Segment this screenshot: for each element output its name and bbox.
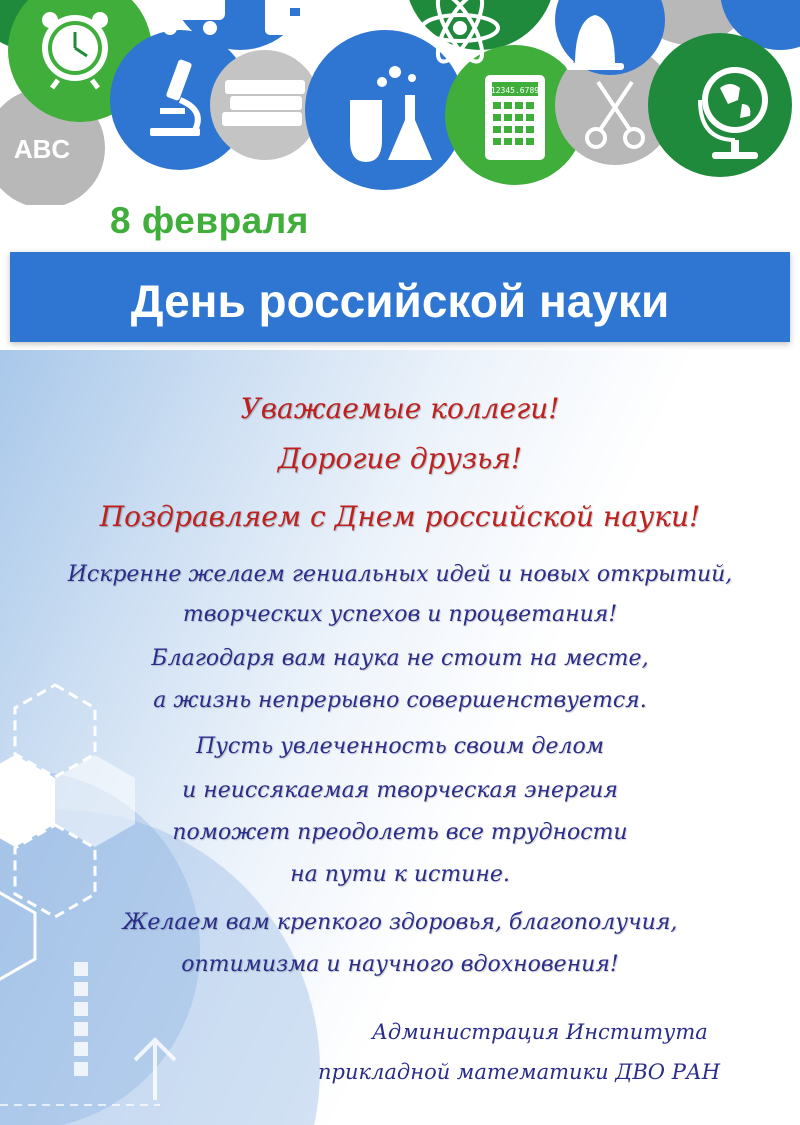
calculator-display: 12345.6789 xyxy=(490,86,540,95)
title-bar xyxy=(10,252,790,342)
greeting-card xyxy=(0,350,800,1125)
header-banner xyxy=(0,0,800,350)
wish-line: а жизнь непрерывно совершенствуется. xyxy=(153,688,647,713)
bus-icon xyxy=(155,0,225,35)
books-icon xyxy=(222,80,305,126)
abc-icon xyxy=(14,134,71,164)
briefcase-icon xyxy=(265,0,325,35)
wish-line: поможет преодолеть все трудности xyxy=(172,820,628,845)
greeting-line-2: Дорогие друзья! xyxy=(277,442,523,475)
wish-line: оптимизма и научного вдохновения! xyxy=(181,952,619,977)
greeting-line-3: Поздравляем с Днем российской науки! xyxy=(99,500,701,533)
page-title: День российской науки xyxy=(130,275,670,327)
wish-line: Искренне желаем гениальных идей и новых открытий, xyxy=(67,562,733,587)
event-date: 8 февраля xyxy=(110,200,309,241)
wish-line: Желаем вам крепкого здоровья, благополучия, xyxy=(122,910,678,935)
wish-line: на пути к истине. xyxy=(290,862,510,887)
abc-text: ABC xyxy=(13,134,71,164)
calculator-icon xyxy=(485,75,545,160)
wish-line: и неиссякаемая творческая энергия xyxy=(182,778,618,803)
school-icons-strip xyxy=(0,0,800,205)
greeting-line-1: Уважаемые коллеги! xyxy=(240,392,560,425)
wish-line: Благодаря вам наука не стоит на месте, xyxy=(151,646,649,671)
signature-line-1: Администрация Института xyxy=(372,1020,708,1044)
wish-line: творческих успехов и процветания! xyxy=(182,602,618,627)
wish-line: Пусть увлеченность своим делом xyxy=(195,734,604,759)
signature-line-2: прикладной математики ДВО РАН xyxy=(318,1060,721,1084)
